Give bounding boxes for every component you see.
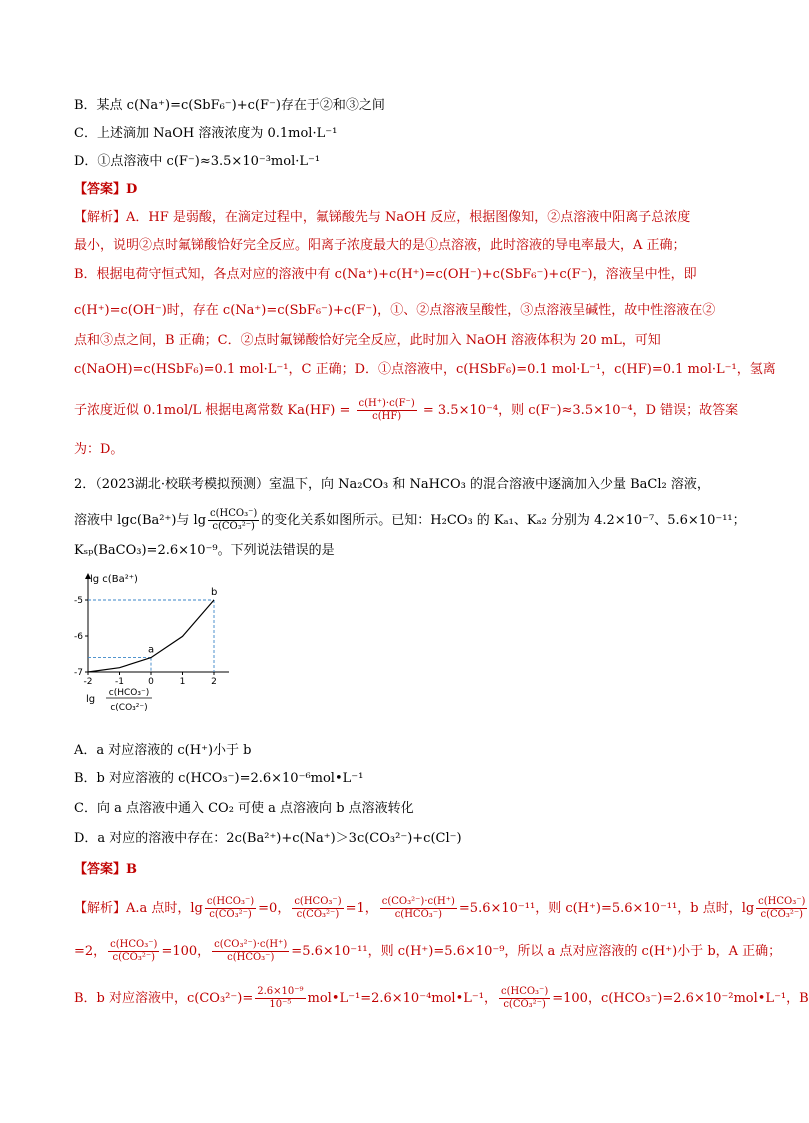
x-axis-label-den: c(CO₃²⁻) [110,703,148,713]
option-q2-a: A．a 对应溶液的 c(H⁺)小于 b [74,743,252,758]
question2-line2-a: 溶液中 lgc(Ba²⁺)与 lg [74,513,207,528]
answer-q2: 【答案】B [74,862,137,877]
question2-line2-b: 的变化关系如图所示。已知：H₂CO₃ 的 Kₐ₁、Kₐ₂ 分别为 4.2×10⁻⁷、5.6×10⁻¹¹； [261,513,746,528]
analysis-q2-line2-c: =5.6×10⁻¹¹，则 c(H⁺)=5.6×10⁻⁹，所以 a 点对应溶液的 c(H⁺)小于 b，A 正确； [291,944,782,959]
fraction-6 [212,939,289,964]
fraction-1 [205,896,256,921]
fraction-5 [108,939,159,964]
option-q1-b: B．某点 c(Na⁺)=c(SbF₆⁻)+c(F⁻)存在于②和③之间 [74,98,385,113]
lg-ba-chart [74,572,234,732]
x-axis-label-prefix: lg [86,694,96,705]
analysis-q1-line7-a: 子浓度近似 0.1mol/L 根据电离常数 Ka(HF) = [74,403,351,418]
ka-fraction-den: c(HF) [372,411,402,422]
question2-line1: 2．（2023湖北·校联考模拟预测）室温下，向 Na₂CO₃ 和 NaHCO₃ 的混合溶液中逐滴加入少量 BaCl₂ 溶液， [74,477,710,492]
fraction-3-den: c(HCO₃⁻) [394,909,442,920]
analysis-q1-line4-b: ①、②点溶液呈酸性，③点溶液呈碱性，故中性溶液在② [390,303,716,318]
data-points [148,587,217,656]
fraction-6-num: c(CO₃²⁻)·c(H⁺) [214,939,288,950]
fraction-2-den: c(CO₃²⁻) [296,909,340,920]
fraction-8-num: c(HCO₃⁻) [500,986,549,997]
fraction-7-den: 10⁻⁵ [269,999,292,1010]
x-tick-label: 0 [148,677,154,687]
analysis-q1-line3: B．根据电荷守恒式知，各点对应的溶液中有 c(Na⁺)+c(H⁺)=c(OH⁻)+c(SbF₆⁻)+c(F⁻)，溶液呈中性，即 [74,267,697,282]
y-tick-label: -7 [74,668,83,678]
q2-fraction-den: c(CO₃²⁻) [212,521,255,532]
fraction-8 [499,986,550,1011]
analysis-q2-line2 [74,939,781,964]
fraction-3 [380,896,457,921]
answer-q1: 【答案】D [74,182,138,197]
fraction-2 [292,896,343,921]
analysis-q1-line7 [74,398,738,423]
analysis-q2-line1-b: =0， [258,901,291,916]
analysis-q2-line1-c: =1， [345,901,378,916]
fraction-7-num: 2.6×10⁻⁹ [257,986,304,997]
y-tick-label: -5 [74,596,83,606]
option-q2-d: D．a 对应的溶液中存在：2c(Ba²⁺)+c(Na⁺)＞3c(CO₃²⁻)+c(Cl⁻) [74,831,462,846]
x-tick-label: 2 [211,677,217,687]
fraction-5-num: c(HCO₃⁻) [110,939,158,950]
analysis-q1-line5: 点和③点之间，B 正确；C．②点时氟锑酸恰好完全反应，此时加入 NaOH 溶液体积为 20 mL，可知 [74,333,661,348]
question2-line3: Kₛₚ(BaCO₃)=2.6×10⁻⁹。下列说法错误的是 [74,543,335,558]
analysis-q2-line1-d: =5.6×10⁻¹¹，则 c(H⁺)=5.6×10⁻¹¹，b 点时，lg [458,901,755,916]
fraction-3-num: c(CO₃²⁻)·c(H⁺) [381,896,455,907]
x-tick-label: 1 [179,677,186,687]
point-label: b [211,587,218,598]
ka-fraction-num: c(H⁺)·c(F⁻) [358,398,415,409]
fraction-7 [255,986,305,1011]
analysis-q2-line3-b: mol•L⁻¹=2.6×10⁻⁴mol•L⁻¹， [307,991,497,1006]
option-q1-d: D．①点溶液中 c(F⁻)≈3.5×10⁻³mol·L⁻¹ [74,154,321,169]
fraction-5-den: c(CO₃²⁻) [112,952,156,963]
analysis-q2-line1 [74,896,809,921]
option-q2-c: C．向 a 点溶液中通入 CO₂ 可使 a 点溶液向 b 点溶液转化 [74,801,414,816]
fraction-8-den: c(CO₃²⁻) [503,999,546,1010]
fraction-1-num: c(HCO₃⁻) [206,896,255,907]
x-axis-label-num: c(HCO₃⁻) [108,688,150,698]
fraction-2-num: c(HCO₃⁻) [294,896,342,907]
analysis-q1-line4 [74,302,715,320]
x-tick-label: -1 [115,677,124,687]
x-tick-label: -2 [83,677,93,687]
analysis-q2-line2-b: =100， [161,944,211,959]
analysis-q1-line4-a: c(H⁺)=c(OH⁻)时，存在 c(Na⁺)=c(SbF₆⁻)+c(F⁻)， [74,303,391,318]
q2-fraction [208,508,259,533]
analysis-q1-line1: 【解析】A．HF 是弱酸，在滴定过程中，氟锑酸先与 NaOH 反应，根据图像知，②点溶液中阳离子总浓度 [74,210,691,225]
question2-line2 [74,508,746,533]
option-q1-c: C．上述滴加 NaOH 溶液浓度为 0.1mol·L⁻¹ [74,126,338,141]
analysis-q1-line6: c(NaOH)=c(HSbF₆)=0.1 mol·L⁻¹，C 正确；D．①点溶液中，c(HSbF₆)=0.1 mol·L⁻¹，c(HF)=0.1 mol·L⁻¹，氢离 [74,362,776,377]
point-label: a [148,644,155,656]
guide-lines [88,600,214,672]
axis-ticks [74,596,217,687]
fraction-4-num: c(HCO₃⁻) [758,896,806,907]
analysis-q2-line2-a: =2， [74,944,107,959]
fraction-4-den: c(CO₃²⁻) [760,909,804,920]
fraction-1-den: c(CO₃²⁻) [209,909,252,920]
analysis-q2-line3-c: =100，c(HCO₃⁻)=2.6×10⁻²mol•L⁻¹，B [552,991,809,1006]
q2-fraction-num: c(HCO₃⁻) [210,508,258,519]
analysis-q2-line3-a: B．b 对应溶液中，c(CO₃²⁻)= [74,991,254,1006]
analysis-q1-line8: 为：D。 [74,442,124,457]
fraction-4 [756,896,807,921]
y-tick-label: -6 [74,632,83,642]
analysis-q2-line3 [74,986,809,1011]
analysis-q1-line2: 最小，说明②点时氟锑酸恰好完全反应。阳离子浓度最大的是①点溶液，此时溶液的导电率最大，A 正确； [74,238,686,253]
analysis-q1-line7-b: = 3.5×10⁻⁴，则 c(F⁻)≈3.5×10⁻⁴，D 错误；故答案 [422,403,739,418]
y-axis-label: lg c(Ba²⁺) [90,574,138,585]
analysis-q2-line1-a: 【解析】A.a 点时，lg [74,901,203,916]
series-line [88,600,214,672]
option-q2-b: B．b 对应溶液的 c(HCO₃⁻)=2.6×10⁻⁶mol•L⁻¹ [74,771,364,786]
ka-fraction [357,398,417,423]
fraction-6-den: c(HCO₃⁻) [227,952,275,963]
